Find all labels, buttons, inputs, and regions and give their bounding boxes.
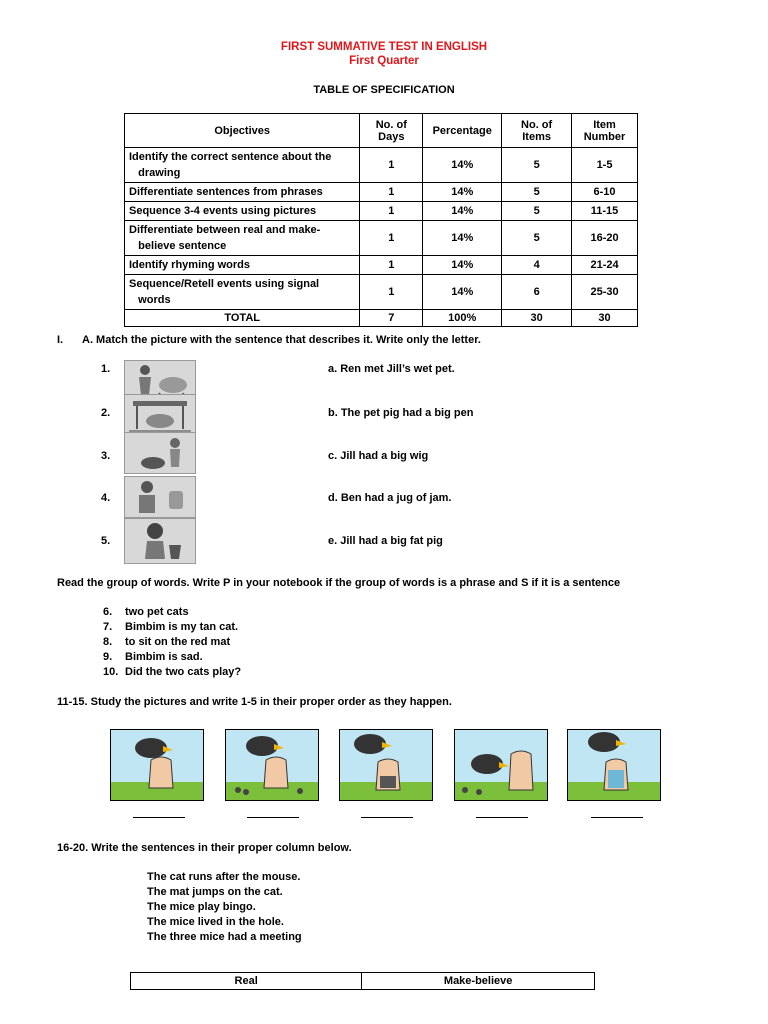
objective-cell: Sequence/Retell events using signal words — [125, 275, 360, 310]
percentage-cell: 14% — [423, 202, 502, 221]
days-cell: 1 — [360, 183, 423, 202]
pig-pen-picture — [124, 394, 196, 436]
items-cell: 6 — [502, 275, 572, 310]
items-cell: 4 — [502, 256, 572, 275]
order-blank-4[interactable] — [476, 817, 528, 818]
order-blank-2[interactable] — [247, 817, 299, 818]
objective-cell: Differentiate between real and make- believe sentence — [125, 221, 360, 256]
column-real: Real — [131, 973, 362, 990]
table-row — [125, 202, 638, 221]
phrase-item-6: 6. two pet cats — [103, 606, 189, 618]
phrase-item-9: 9. Bimbim is sad. — [103, 651, 203, 663]
girl-with-wig-picture — [124, 518, 196, 564]
objective-cell: Identify the correct sentence about the drawing — [125, 148, 360, 183]
items-cell: 5 — [502, 202, 572, 221]
item-number-cell: 21-24 — [572, 256, 638, 275]
part1-instruction: A. Match the picture with the sentence that describes it. Write only the letter. — [82, 334, 481, 346]
test-title: FIRST SUMMATIVE TEST IN ENGLISH — [280, 41, 488, 53]
items-cell: 5 — [502, 221, 572, 256]
crow-picture-1 — [110, 729, 204, 801]
match-number-4: 4. — [101, 492, 111, 504]
crow-picture-2 — [225, 729, 319, 801]
choice-e: e. Jill had a big fat pig — [328, 535, 443, 547]
phrase-item-8: 8. to sit on the red mat — [103, 636, 231, 648]
days-cell: 1 — [360, 221, 423, 256]
table-title: TABLE OF SPECIFICATION — [313, 84, 455, 96]
percentage-cell: 14% — [423, 148, 502, 183]
percentage-cell: 14% — [423, 183, 502, 202]
match-number-2: 2. — [101, 407, 111, 419]
days-cell: 1 — [360, 275, 423, 310]
choice-b: b. The pet pig had a big pen — [328, 407, 474, 419]
table-row — [125, 183, 638, 202]
table-row — [125, 275, 638, 310]
sentence-item: The mice play bingo. — [147, 901, 256, 913]
part1-roman: I. — [57, 334, 64, 346]
match-number-5: 5. — [101, 535, 111, 547]
objective-cell: Differentiate sentences from phrases — [125, 183, 360, 202]
real-makebelieve-table — [130, 972, 595, 990]
header-items: No. of Items — [502, 114, 572, 148]
percentage-cell: 14% — [423, 275, 502, 310]
total-items: 30 — [502, 310, 572, 327]
item-number-cell: 11-15 — [572, 202, 638, 221]
percentage-cell: 14% — [423, 221, 502, 256]
item-number-cell: 25-30 — [572, 275, 638, 310]
choice-a: a. Ren met Jill’s wet pet. — [328, 363, 455, 375]
specification-table — [124, 113, 638, 327]
order-blank-3[interactable] — [361, 817, 413, 818]
percentage-cell: 14% — [423, 256, 502, 275]
crow-picture-3 — [339, 729, 433, 801]
days-cell: 1 — [360, 148, 423, 183]
real-makebelieve-instruction: 16-20. Write the sentences in their proper column below. — [57, 842, 352, 854]
header-objectives: Objectives — [125, 114, 360, 148]
phrase-sentence-instruction: Read the group of words. Write P in your notebook if the group of words is a phrase and S if it is a sentence — [57, 577, 621, 589]
table-row — [125, 256, 638, 275]
table-row — [125, 148, 638, 183]
item-number-cell: 1-5 — [572, 148, 638, 183]
order-blank-5[interactable] — [591, 817, 643, 818]
table-header-row — [125, 114, 638, 148]
quarter-label: First Quarter — [349, 55, 419, 67]
order-blank-1[interactable] — [133, 817, 185, 818]
choice-d: d. Ben had a jug of jam. — [328, 492, 452, 504]
total-days: 7 — [360, 310, 423, 327]
header-percentage: Percentage — [423, 114, 502, 148]
table-row — [125, 221, 638, 256]
crow-picture-4 — [454, 729, 548, 801]
header-days: No. of Days — [360, 114, 423, 148]
choice-c: c. Jill had a big wig — [328, 450, 429, 462]
match-number-3: 3. — [101, 450, 111, 462]
sentence-item: The cat runs after the mouse. — [147, 871, 301, 883]
item-number-cell: 16-20 — [572, 221, 638, 256]
column-make-believe: Make-believe — [362, 973, 595, 990]
total-label: TOTAL — [125, 310, 360, 327]
match-number-1: 1. — [101, 363, 111, 375]
phrase-item-10: 10. Did the two cats play? — [103, 666, 242, 678]
crow-picture-5 — [567, 729, 661, 801]
items-cell: 5 — [502, 148, 572, 183]
sentence-item: The three mice had a meeting — [147, 931, 302, 943]
sentence-item: The mice lived in the hole. — [147, 916, 284, 928]
wet-pet-picture — [124, 432, 196, 474]
total-item-number: 30 — [572, 310, 638, 327]
days-cell: 1 — [360, 256, 423, 275]
sequence-instruction: 11-15. Study the pictures and write 1-5 in their proper order as they happen. — [57, 696, 452, 708]
item-number-cell: 6-10 — [572, 183, 638, 202]
objective-cell: Identify rhyming words — [125, 256, 360, 275]
days-cell: 1 — [360, 202, 423, 221]
header-item-number: Item Number — [572, 114, 638, 148]
items-cell: 5 — [502, 183, 572, 202]
sentence-item: The mat jumps on the cat. — [147, 886, 283, 898]
total-row — [125, 310, 638, 327]
objective-cell: Sequence 3-4 events using pictures — [125, 202, 360, 221]
total-percentage: 100% — [423, 310, 502, 327]
phrase-item-7: 7. Bimbim is my tan cat. — [103, 621, 239, 633]
boy-with-jam-picture — [124, 476, 196, 518]
